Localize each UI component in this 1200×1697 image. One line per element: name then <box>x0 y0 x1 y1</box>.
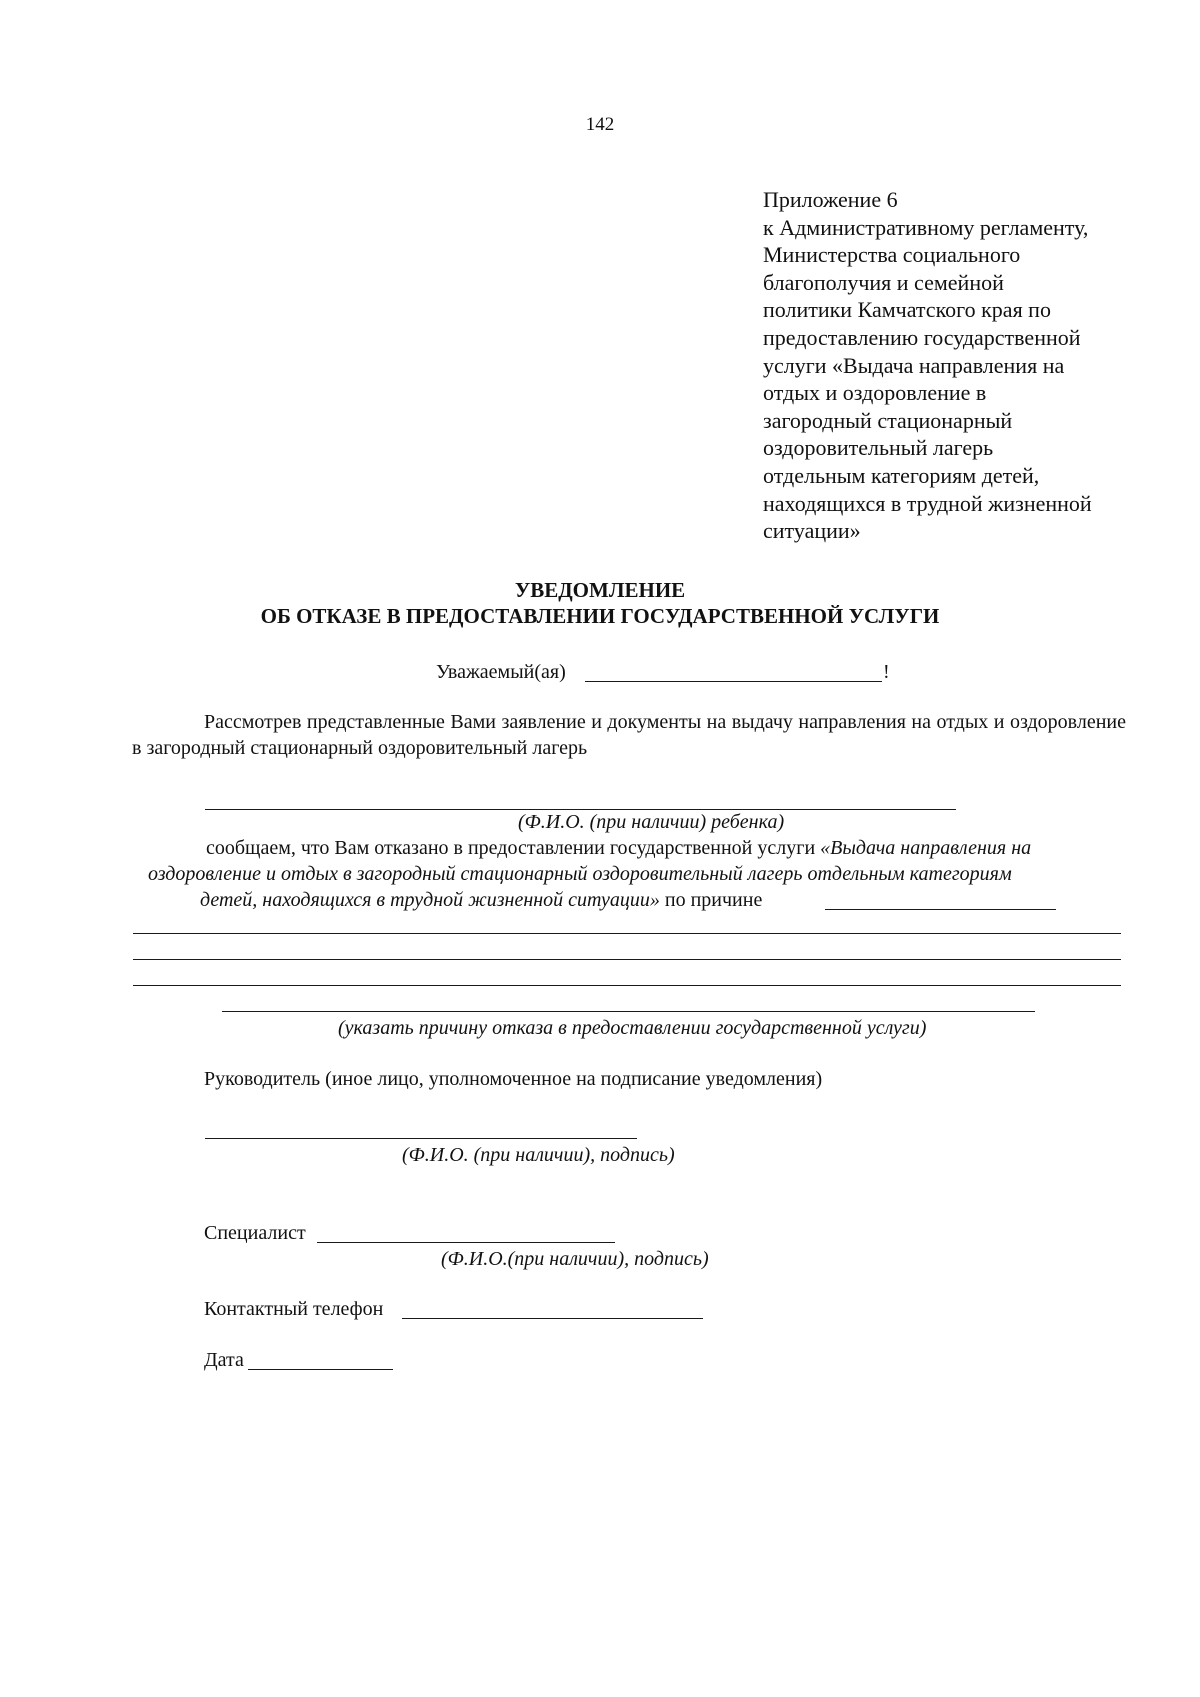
reason-line-4 <box>222 1011 1035 1012</box>
appendix-line: Министерства социального <box>763 242 1021 268</box>
appendix-line: Приложение 6 <box>763 187 898 212</box>
specialist-caption: (Ф.И.О.(при наличии), подпись) <box>441 1248 709 1270</box>
notice-line-3 <box>200 888 762 912</box>
appendix-line: благополучия и семейной <box>763 269 1004 295</box>
notice-line-1-plain: сообщаем, что Вам отказано в предоставлении государственной услуги <box>206 837 821 859</box>
head-signature-line <box>205 1138 637 1139</box>
reason-inline-line <box>825 909 1056 910</box>
intro-paragraph: Рассмотрев представленные Вами заявление и документы на выдачу направления на отдых и оздоровление в загородный стационарный оздоровительный лагерь <box>132 711 1126 759</box>
appendix-line: оздоровительный лагерь <box>763 435 994 461</box>
appendix-line: к Административному регламенту, <box>763 214 1089 240</box>
notice-line-2: оздоровление и отдых в загородный стационарный оздоровительный лагерь отдельным категориям <box>148 863 1012 885</box>
specialist-signature-line <box>317 1242 615 1243</box>
notice-line-3-plain: по причине <box>659 889 763 911</box>
head-label: Руководитель (иное лицо, уполномоченное на подписание уведомления) <box>204 1068 823 1090</box>
page-number: 142 <box>585 114 615 135</box>
phone-line <box>402 1318 703 1319</box>
appendix-line: находящихся в трудной жизненной <box>763 490 1092 516</box>
reason-caption: (указать причину отказа в предоставлении государственной услуги) <box>338 1017 927 1039</box>
greeting-label: Уважаемый(ая) <box>436 661 566 683</box>
reason-line-2 <box>133 959 1121 960</box>
child-name-caption: (Ф.И.О. (при наличии) ребенка) <box>518 811 785 833</box>
greeting-exclamation: ! <box>883 661 890 683</box>
appendix-line: отдельным категориям детей, <box>763 462 1040 488</box>
appendix-block <box>763 186 1183 545</box>
reason-line-3 <box>133 985 1121 986</box>
notice-line-3-italic: детей, находящихся в трудной жизненной ситуации» <box>200 889 660 911</box>
reason-line-1 <box>133 933 1121 934</box>
appendix-line: загородный стационарный <box>763 407 1013 433</box>
appendix-line: отдых и оздоровление в <box>763 380 987 406</box>
notice-line-1 <box>206 836 1031 860</box>
document-title: УВЕДОМЛЕНИЕ <box>514 578 686 602</box>
appendix-line: политики Камчатского края по <box>763 297 1051 323</box>
date-label: Дата <box>204 1349 244 1371</box>
phone-label: Контактный телефон <box>204 1298 384 1320</box>
document-subtitle: ОБ ОТКАЗЕ В ПРЕДОСТАВЛЕНИИ ГОСУДАРСТВЕННОЙ УСЛУГИ <box>260 604 940 628</box>
date-line <box>248 1369 393 1370</box>
appendix-line: предоставлению государственной <box>763 324 1081 350</box>
appendix-line: ситуации» <box>763 518 861 544</box>
recipient-name-line <box>585 681 882 682</box>
head-signature-caption: (Ф.И.О. (при наличии), подпись) <box>402 1144 675 1166</box>
notice-line-1-italic: «Выдача направления на <box>820 837 1032 859</box>
appendix-line: услуги «Выдача направления на <box>763 352 1065 378</box>
specialist-label: Специалист <box>204 1222 306 1244</box>
